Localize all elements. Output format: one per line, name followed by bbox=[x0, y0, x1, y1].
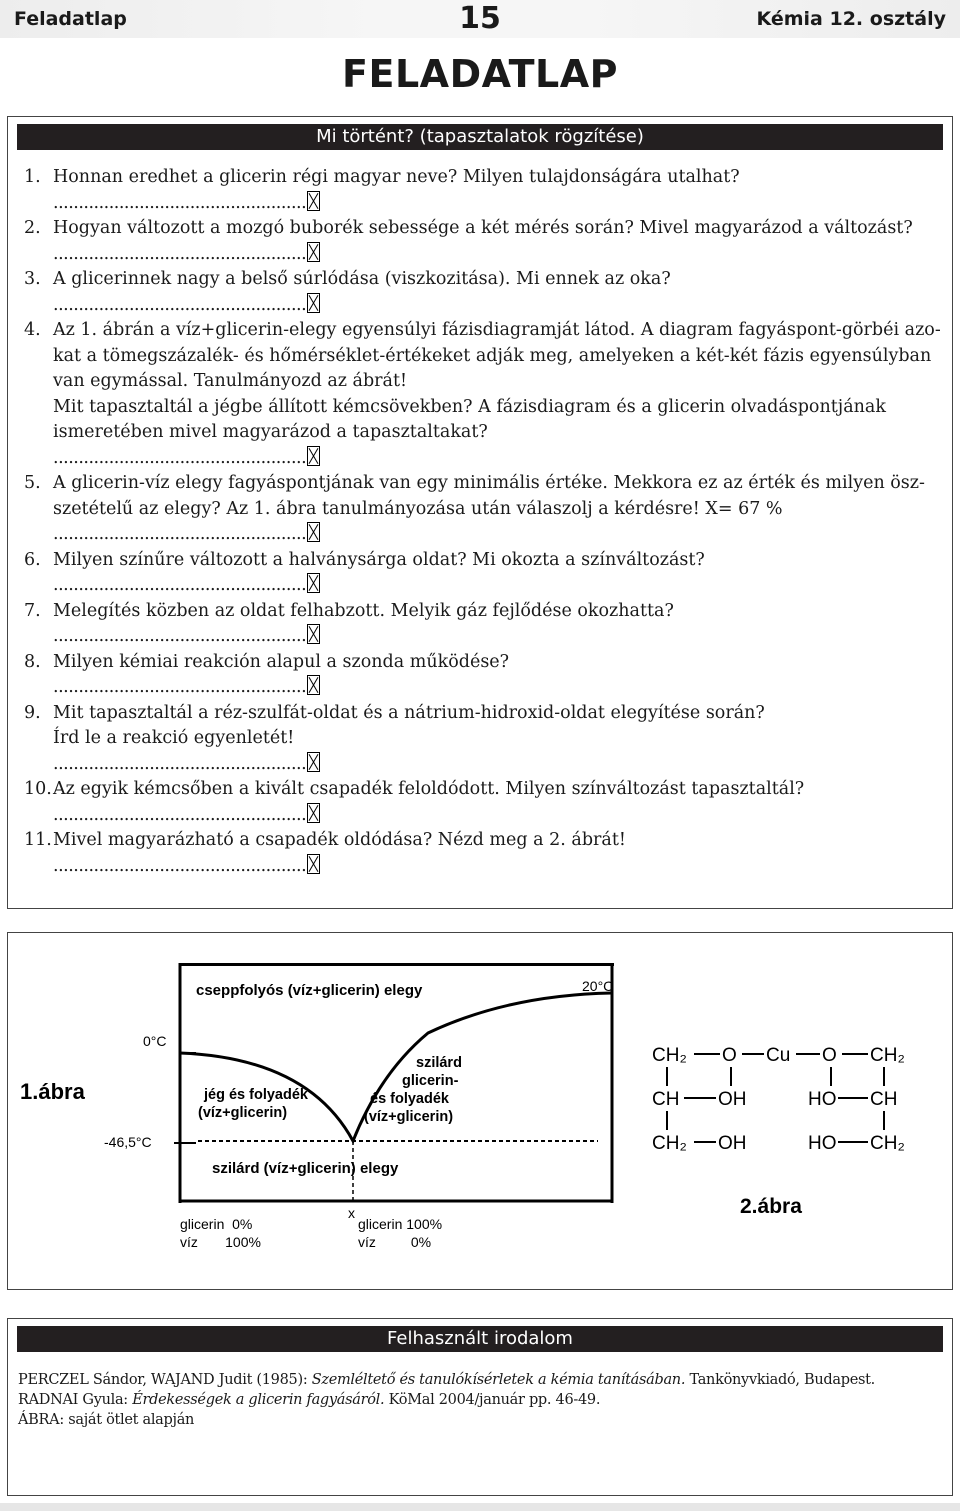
answer-field[interactable]: .................................................. bbox=[24, 242, 949, 268]
answer-field[interactable]: .................................................. bbox=[24, 573, 949, 599]
question-text: kat a tömegszázalék- és hőmérséklet-értékeket adják meg, amelyeken a két-két fázis egyensúlyban bbox=[53, 345, 932, 366]
question-1 bbox=[24, 165, 949, 216]
question-text: szetételű az elegy? Az 1. ábra tanulmányozása után válaszolj a kérdésre! X= 67 % bbox=[53, 498, 783, 519]
checkbox-icon bbox=[307, 624, 320, 644]
answer-field[interactable]: .................................................. bbox=[24, 752, 949, 778]
figure-2-complex bbox=[652, 1045, 905, 1218]
f2-row2-right: CH bbox=[870, 1089, 898, 1110]
zero-label: 0°C bbox=[143, 1033, 167, 1049]
solid-label: szilárd (víz+glicerin) elegy bbox=[212, 1160, 399, 1177]
question-4 bbox=[24, 318, 949, 471]
question-text: Mit tapasztaltál a jégbe állított kémcsövekben? A fázisdiagram és a glicerin olvadáspontjának bbox=[53, 396, 886, 417]
f2-row2-left: CH bbox=[652, 1089, 680, 1110]
x-mark: x bbox=[348, 1205, 355, 1221]
answer-field[interactable]: .................................................. bbox=[24, 675, 949, 701]
f2-row3-left-oh: OH bbox=[718, 1133, 747, 1154]
answer-field[interactable]: .................................................. bbox=[24, 803, 949, 829]
question-text: 11.Mivel magyarázható a csapadék oldódása? Nézd meg a 2. ábrát! bbox=[24, 828, 949, 854]
f2-row1-o2: O bbox=[822, 1045, 837, 1066]
question-2 bbox=[24, 216, 949, 267]
question-text: 10.Az egyik kémcsőben a kivált csapadék feloldódott. Milyen színváltozást tapasztaltál? bbox=[24, 777, 949, 803]
solid-glycerin-label-1: szilárd bbox=[416, 1055, 462, 1071]
question-10 bbox=[24, 777, 949, 828]
f2-row3-right: CH₂ bbox=[870, 1133, 905, 1154]
right-axis-label-2: víz 0% bbox=[358, 1234, 432, 1250]
ice-liquid-label-2: (víz+glicerin) bbox=[198, 1105, 288, 1121]
question-list bbox=[24, 165, 949, 879]
f2-row1-o1: O bbox=[722, 1045, 737, 1066]
question-text: 8. Milyen kémiai reakción alapul a szonda működése? bbox=[24, 650, 949, 676]
f2-row3-right-ho: HO bbox=[808, 1133, 837, 1154]
checkbox-icon bbox=[307, 191, 320, 211]
answer-field[interactable]: .................................................. bbox=[24, 854, 949, 880]
checkbox-icon bbox=[307, 522, 320, 542]
left-axis-label-1: glicerin 0% bbox=[180, 1216, 253, 1232]
question-3 bbox=[24, 267, 949, 318]
question-6 bbox=[24, 548, 949, 599]
question-8 bbox=[24, 650, 949, 701]
question-number: 4. bbox=[24, 320, 41, 340]
answer-field[interactable]: .................................................. bbox=[24, 293, 949, 319]
checkbox-icon bbox=[307, 752, 320, 772]
twenty-label: 20°C bbox=[582, 978, 614, 994]
checkbox-icon bbox=[307, 293, 320, 313]
question-number: 9. bbox=[24, 702, 41, 723]
header-left: Feladatlap bbox=[14, 8, 127, 30]
question-number: 3. bbox=[24, 269, 41, 289]
f2-row2-right-ho: HO bbox=[808, 1089, 837, 1110]
liquid-label: cseppfolyós (víz+glicerin) elegy bbox=[196, 982, 423, 999]
question-number: 2. bbox=[24, 218, 41, 238]
question-number: 1. bbox=[24, 167, 41, 187]
references-heading: Felhasznált irodalom bbox=[17, 1326, 943, 1352]
question-text: 1. Honnan eredhet a glicerin régi magyar neve? Milyen tulajdonságára utalhat? bbox=[24, 165, 949, 191]
question-text: Írd le a reakció egyenletét! bbox=[53, 728, 295, 748]
question-number: 11. bbox=[24, 830, 52, 850]
page-title: FELADATLAP bbox=[342, 52, 618, 96]
reference-1: PERCZEL Sándor, WAJAND Judit (1985): Szemléltető és tanulókísérletek a kémia tanításában. Tankönyvkiadó, Budapest. bbox=[18, 1372, 875, 1388]
left-axis-label-2: víz 100% bbox=[180, 1234, 261, 1250]
checkbox-icon bbox=[307, 854, 320, 874]
references-box bbox=[7, 1318, 953, 1496]
checkbox-icon bbox=[307, 573, 320, 593]
f2-row1-cu: Cu bbox=[766, 1045, 791, 1066]
solid-glycerin-label-2: glicerin- bbox=[402, 1073, 459, 1089]
ice-liquid-label-1: jég és folyadék bbox=[204, 1087, 308, 1103]
question-text: 4. Az 1. ábrán a víz+glicerin-elegy egyensúlyi fázisdiagramját látod. A diagram fagyáspont-görbéi azo- bbox=[24, 318, 949, 344]
figure-2-caption: 2.ábra bbox=[740, 1195, 802, 1218]
top-border bbox=[180, 963, 614, 966]
reference-3: ÁBRA: saját ötlet alapján bbox=[18, 1412, 195, 1428]
questions-box bbox=[7, 116, 953, 909]
right-axis-label-1: glicerin 100% bbox=[358, 1216, 443, 1232]
figures-box bbox=[7, 932, 953, 1290]
min-temp-label: -46,5°C bbox=[104, 1134, 152, 1150]
checkbox-icon bbox=[307, 242, 320, 262]
f2-row3-left: CH₂ bbox=[652, 1133, 687, 1154]
checkbox-icon bbox=[307, 803, 320, 823]
question-number: 5. bbox=[24, 473, 41, 493]
question-number: 6. bbox=[24, 549, 41, 570]
page-footer-bar bbox=[0, 1503, 960, 1511]
figures-svg bbox=[8, 933, 951, 1288]
f2-row1-left: CH₂ bbox=[652, 1045, 687, 1066]
page-number: 15 bbox=[459, 1, 501, 36]
solid-glycerin-label-3: és folyadék bbox=[370, 1091, 449, 1107]
question-text: 6. Milyen színűre változott a halványsárga oldat? Mi okozta a színváltozást? bbox=[24, 548, 949, 574]
answer-field[interactable]: .................................................. bbox=[24, 624, 949, 650]
reference-list bbox=[18, 1370, 875, 1430]
header-right: Kémia 12. osztály bbox=[756, 8, 946, 30]
question-text: ismeretében mivel magyarázod a tapasztaltakat? bbox=[53, 422, 488, 442]
question-text: 2. Hogyan változott a mozgó buborék sebessége a két mérés során? Mivel magyarázod a változást? bbox=[24, 216, 949, 242]
question-9 bbox=[24, 701, 949, 778]
checkbox-icon bbox=[307, 675, 320, 695]
question-number: 8. bbox=[24, 651, 41, 672]
answer-field[interactable]: .................................................. bbox=[24, 522, 949, 548]
checkbox-icon bbox=[307, 446, 320, 466]
f2-row1-right: CH₂ bbox=[870, 1045, 905, 1066]
question-7 bbox=[24, 599, 949, 650]
question-text: 3. A glicerinnek nagy a belső súrlódása (viszkozitása). Mi ennek az oka? bbox=[24, 267, 949, 293]
question-number: 10. bbox=[24, 779, 52, 799]
reference-2: RADNAI Gyula: Érdekességek a glicerin fagyásáról. KöMal 2004/január pp. 46-49. bbox=[18, 1392, 601, 1408]
question-text: van egymással. Tanulmányozd az ábrát! bbox=[53, 371, 408, 391]
answer-field[interactable]: .................................................. bbox=[24, 191, 949, 217]
question-text: 9. Mit tapasztaltál a réz-szulfát-oldat és a nátrium-hidroxid-oldat elegyítése során? bbox=[24, 701, 949, 727]
section-heading: Mi történt? (tapasztalatok rögzítése) bbox=[17, 124, 943, 150]
figure-1-caption: 1.ábra bbox=[20, 1079, 85, 1104]
question-number: 7. bbox=[24, 600, 41, 621]
f2-row2-left-oh: OH bbox=[718, 1089, 747, 1110]
page-header bbox=[0, 0, 960, 38]
question-11 bbox=[24, 828, 949, 879]
question-text: 7. Melegítés közben az oldat felhabzott. Melyik gáz fejlődése okozhatta? bbox=[24, 599, 949, 625]
figure-1-phase-diagram bbox=[20, 963, 614, 1250]
answer-field[interactable]: .................................................. bbox=[24, 446, 949, 472]
question-5 bbox=[24, 471, 949, 548]
question-text: 5. A glicerin-víz elegy fagyáspontjának van egy minimális értéke. Mekkora ez az érték és milyen ösz- bbox=[24, 471, 949, 497]
solid-glycerin-label-4: (víz+glicerin) bbox=[364, 1109, 454, 1125]
